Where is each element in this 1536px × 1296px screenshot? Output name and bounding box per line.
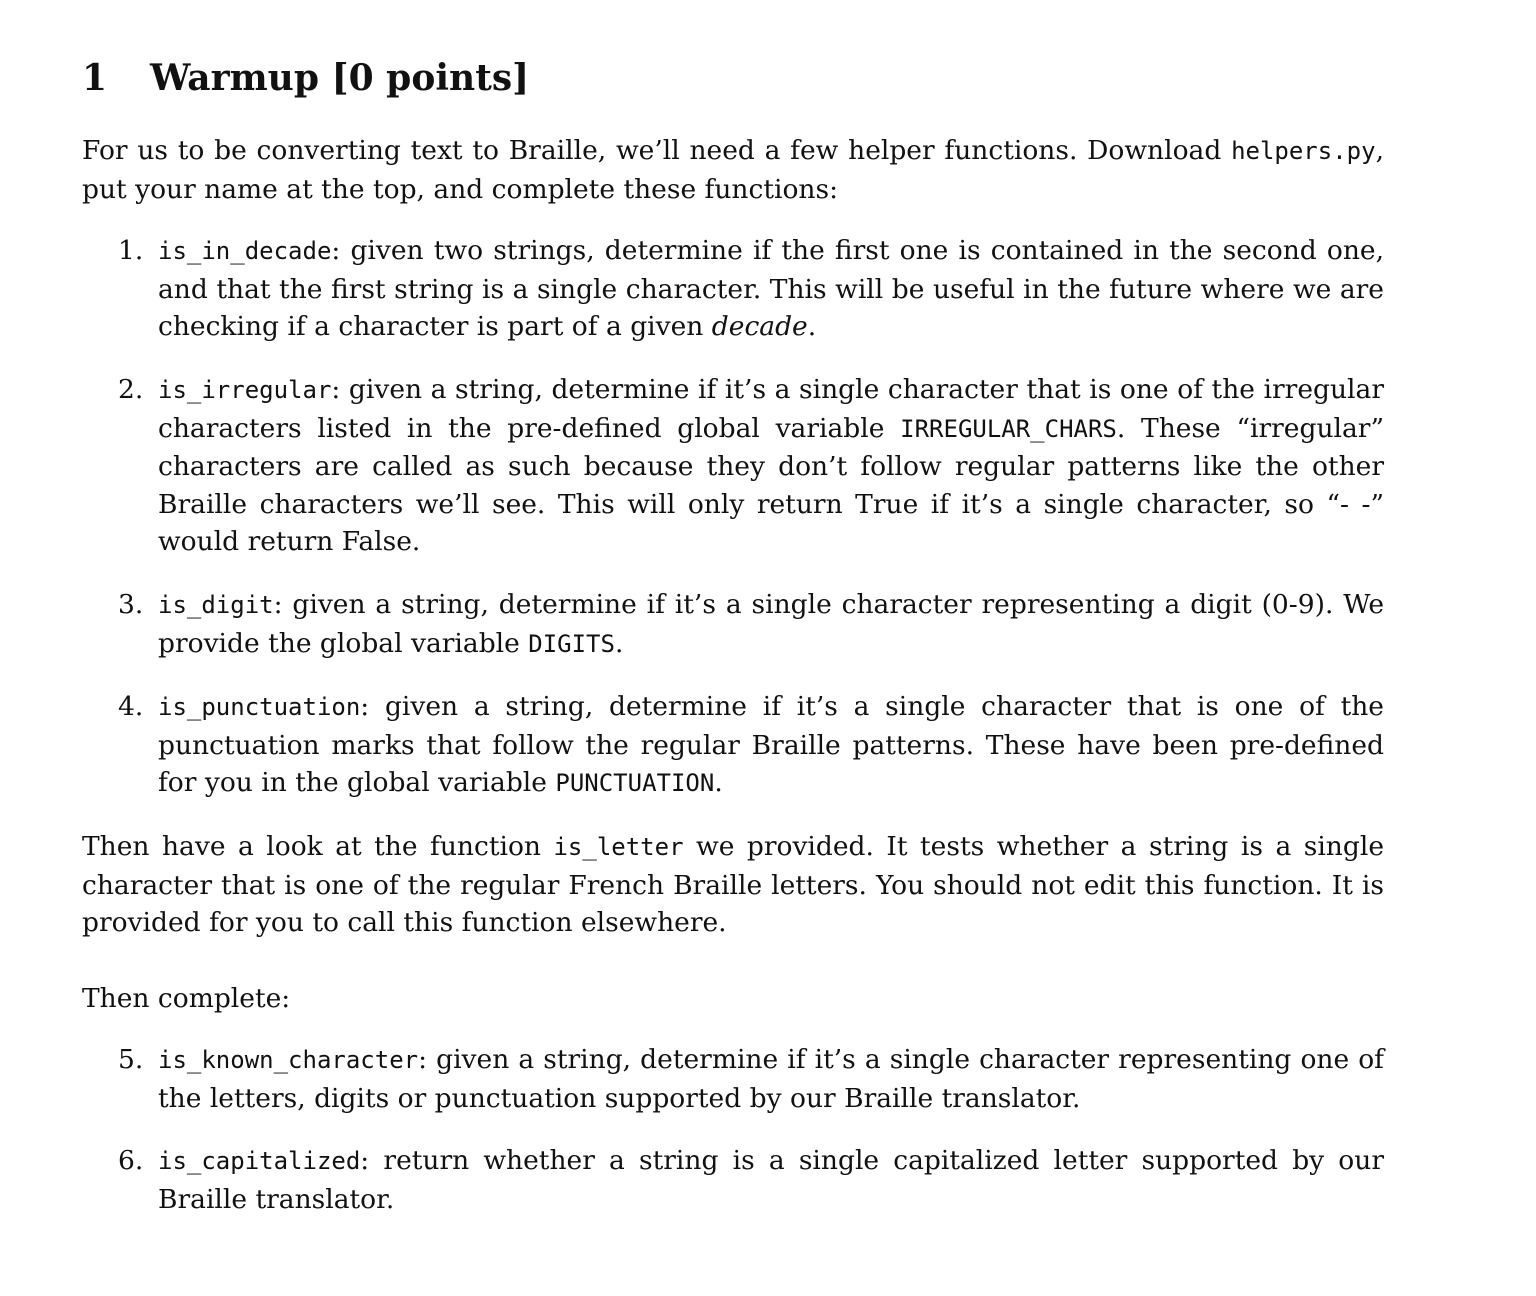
function-name: is_in_decade	[158, 237, 332, 266]
list-item	[82, 232, 1384, 346]
letter-text-1: Then have a look at the function	[82, 830, 554, 862]
function-name: is_punctuation	[158, 693, 361, 722]
item-text: : return whether a string is a single capitalized letter supported by our Braille translator.	[158, 1145, 1384, 1216]
list-item	[82, 688, 1384, 803]
section-number: 1	[82, 57, 108, 99]
then-complete-text: Then complete:	[82, 982, 291, 1014]
variable-name: DIGITS	[528, 629, 615, 658]
section-title: Warmup [0 points]	[150, 57, 530, 99]
function-list-2	[82, 1041, 1384, 1218]
function-name: is_known_character	[158, 1046, 419, 1075]
list-item	[82, 586, 1384, 663]
intro-paragraph	[82, 132, 1384, 208]
item-text-end: .	[807, 311, 817, 343]
list-marker: 2.	[118, 373, 144, 405]
list-item	[82, 1041, 1384, 1117]
item-text-end: .	[714, 767, 723, 799]
variable-name: IRREGULAR_CHARS	[900, 414, 1117, 443]
list-marker: 6.	[118, 1145, 144, 1177]
list-item	[82, 371, 1384, 561]
letter-paragraph	[82, 828, 1384, 942]
function-name: is_digit	[158, 590, 274, 619]
function-name: is_capitalized	[158, 1147, 361, 1176]
function-name: is_irregular	[158, 375, 332, 404]
list-marker: 3.	[118, 588, 144, 620]
letter-function-name: is_letter	[553, 832, 684, 861]
item-text: : given a string, determine if it’s a single character representing one of the letters, digits or punctuation supported by our Braille translator.	[158, 1044, 1384, 1114]
function-list-1	[82, 232, 1384, 803]
document-page	[82, 52, 1384, 1244]
intro-text-2: , put your name at the top, and complete these functions:	[82, 135, 1384, 205]
item-text: : given two strings, determine if the first one is contained in the second one, and that the first string is a single character. This will be useful in the future where we are checking if a character is part of a given	[158, 235, 1384, 343]
item-text: : given a string, determine if it’s a single character that is one of the irregular characters listed in the pre-defined global variable	[158, 373, 1384, 444]
list-marker: 5.	[118, 1044, 144, 1076]
item-text-end: . These “irregular” characters are called as such because they don’t follow regular patterns like the other Braille characters we’ll see. This will only return True if it’s a single character, so “- -” would return False.	[158, 412, 1384, 558]
variable-name: PUNCTUATION	[555, 769, 715, 798]
list-marker: 4.	[118, 691, 144, 723]
item-text: : given a string, determine if it’s a single character representing a digit (0-9). We provide the global variable	[158, 588, 1384, 659]
list-marker: 1.	[118, 235, 144, 267]
item-text-end: .	[614, 627, 624, 659]
intro-text-1: For us to be converting text to Braille, we’ll need a few helper functions. Download	[82, 135, 1232, 166]
letter-text-2: we provided. It tests whether a string is a single character that is one of the regular French Braille letters. You should not edit this function. It is provided for you to call this function elsewhere.	[82, 830, 1384, 939]
intro-filename: helpers.py	[1231, 137, 1376, 165]
section-heading	[82, 52, 1384, 104]
item-emphasis: decade	[711, 311, 808, 343]
item-text: : given a string, determine if it’s a single character that is one of the punctuation marks that follow the regular Braille patterns. These have been pre-defined for you in the global variable	[158, 691, 1384, 799]
list-item	[82, 1142, 1384, 1218]
